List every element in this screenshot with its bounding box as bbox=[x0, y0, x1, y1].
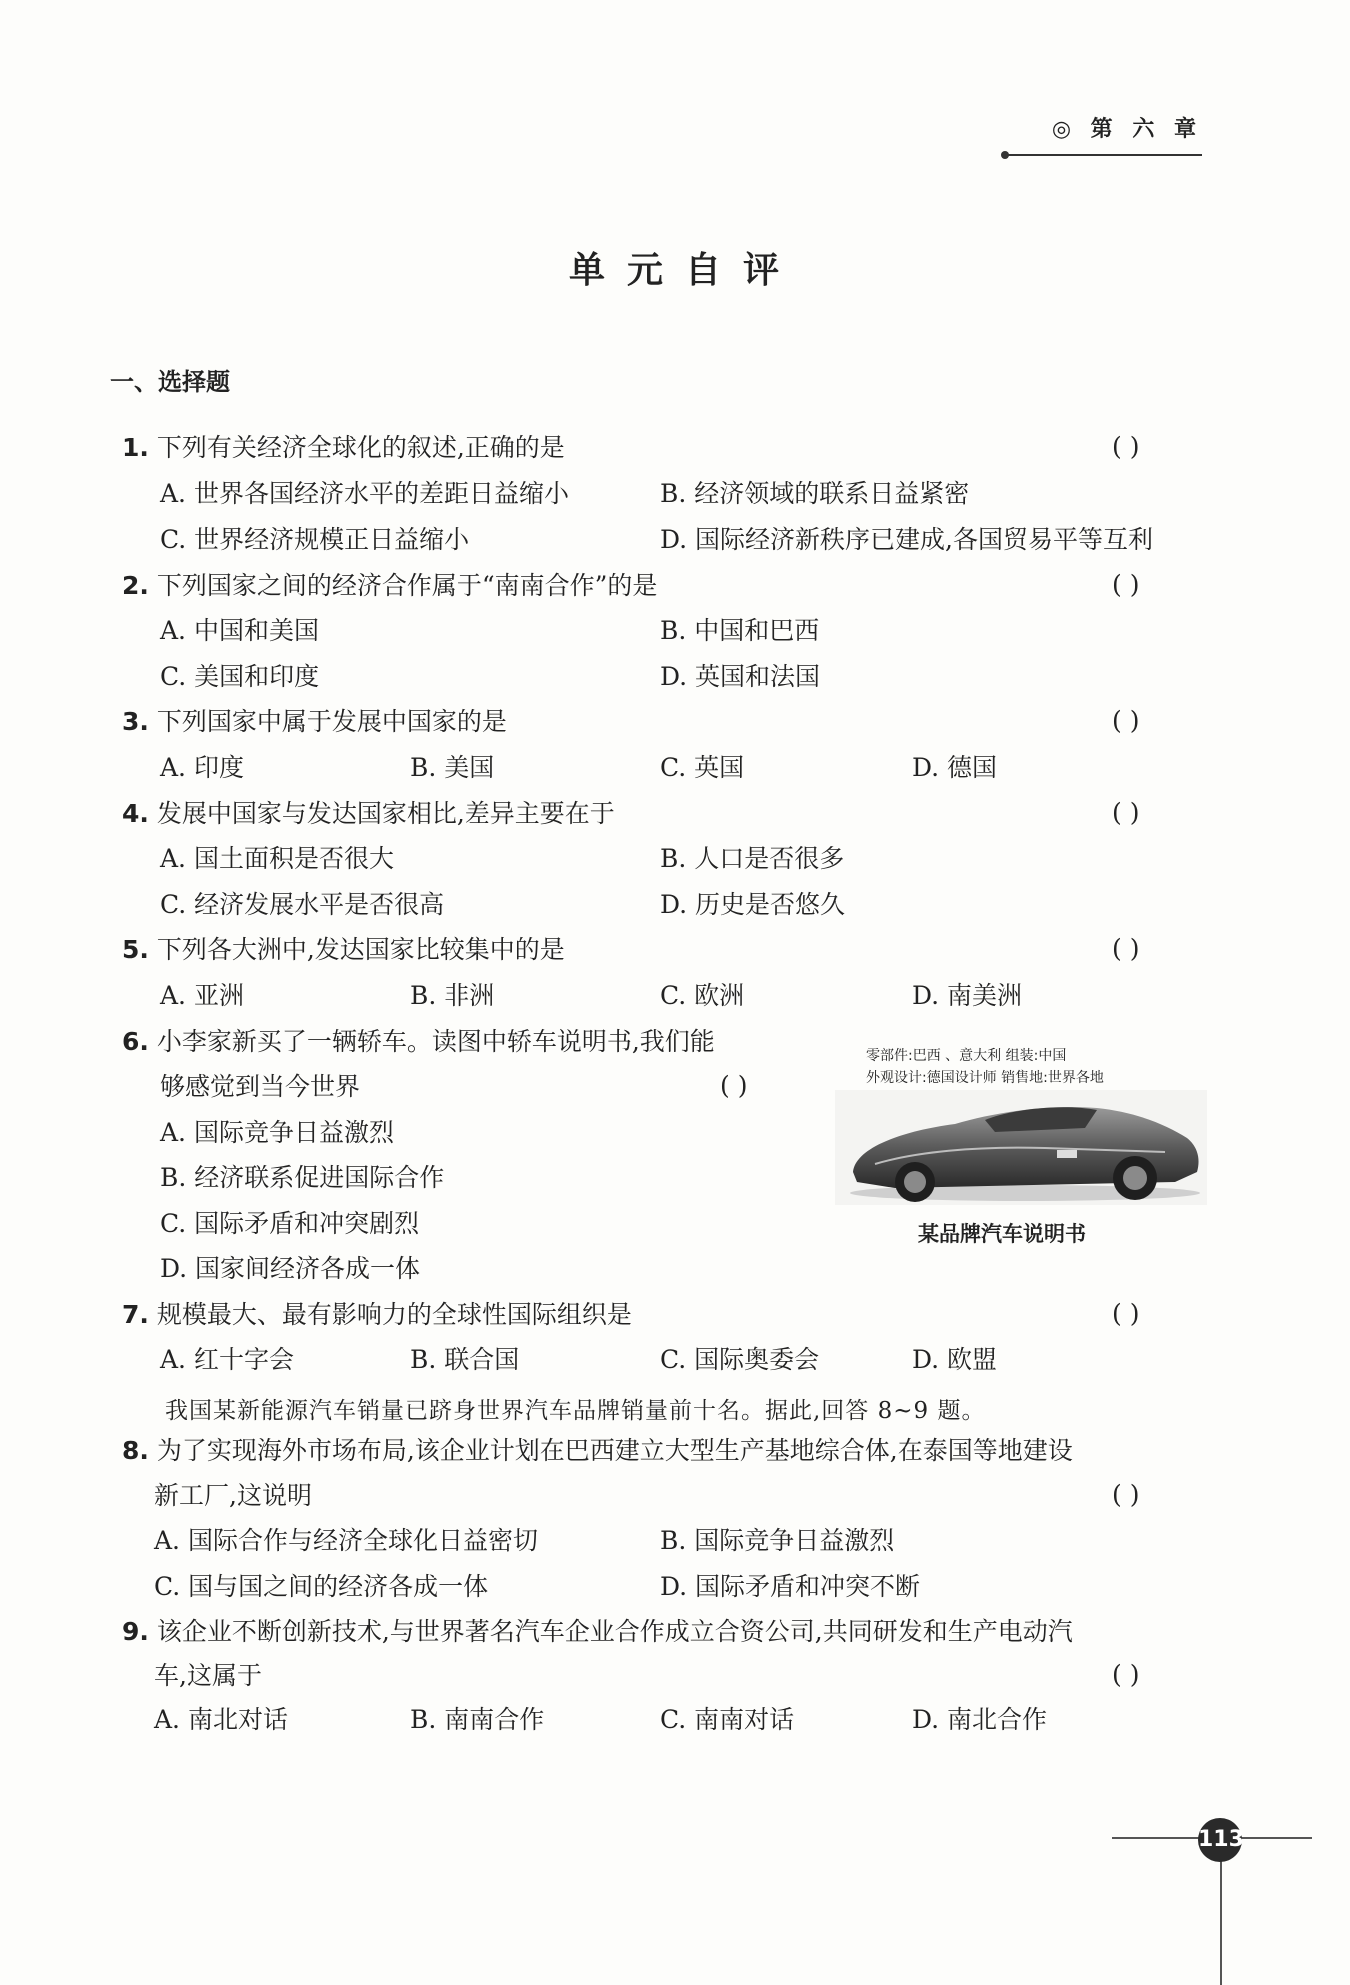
question-text: 下列各大洲中,发达国家比较集中的是 bbox=[156, 935, 565, 964]
option: D. 国家间经济各成一体 bbox=[160, 1254, 421, 1283]
option: B. 南南合作 bbox=[410, 1705, 545, 1734]
question-number: 6. bbox=[122, 1027, 149, 1056]
option: D. 南北合作 bbox=[912, 1705, 1048, 1734]
question-text: 为了实现海外市场布局,该企业计划在巴西建立大型生产基地综合体,在泰国等地建设 bbox=[156, 1436, 1073, 1465]
option: A. 亚洲 bbox=[160, 981, 244, 1010]
question-number: 4. bbox=[122, 799, 149, 828]
question-6-stem-cont: 够感觉到当今世界 bbox=[160, 1072, 361, 1101]
question-number: 1. bbox=[122, 433, 149, 462]
option: A. 世界各国经济水平的差距日益缩小 bbox=[160, 479, 569, 508]
option: A. 国际合作与经济全球化日益密切 bbox=[154, 1526, 538, 1555]
option: B. 联合国 bbox=[410, 1345, 520, 1374]
option: A. 中国和美国 bbox=[160, 616, 319, 645]
question-text: 下列国家中属于发展中国家的是 bbox=[156, 707, 507, 736]
question-5-stem bbox=[122, 934, 565, 966]
option: D. 南美洲 bbox=[912, 981, 1023, 1010]
option: A. 红十字会 bbox=[160, 1345, 294, 1374]
page-number-vrule bbox=[1220, 1852, 1222, 1985]
question-text: 下列国家之间的经济合作属于“南南合作”的是 bbox=[156, 571, 658, 600]
question-text: 该企业不断创新技术,与世界著名汽车企业合作成立合资公司,共同研发和生产电动汽 bbox=[156, 1617, 1073, 1646]
option: A. 南北对话 bbox=[154, 1705, 288, 1734]
question-text: 发展中国家与发达国家相比,差异主要在于 bbox=[156, 799, 615, 828]
chapter-header: ◎ 第 六 章 bbox=[1051, 117, 1202, 142]
chapter-rule bbox=[1005, 154, 1202, 156]
option: C. 英国 bbox=[660, 753, 745, 782]
option: B. 经济领域的联系日益紧密 bbox=[660, 479, 970, 508]
question-8-stem-cont: 新工厂,这说明 bbox=[154, 1481, 312, 1510]
section-heading: 一、选择题 bbox=[110, 368, 230, 396]
answer-paren: ( ) bbox=[1112, 432, 1140, 461]
question-9-stem-cont: 车,这属于 bbox=[154, 1661, 262, 1690]
option: B. 中国和巴西 bbox=[660, 616, 820, 645]
question-number: 8. bbox=[122, 1436, 149, 1465]
question-number: 5. bbox=[122, 935, 149, 964]
questions-8-9-intro: 我国某新能源汽车销量已跻身世界汽车品牌销量前十名。据此,回答 8~9 题。 bbox=[165, 1398, 986, 1424]
option: A. 国际竞争日益激烈 bbox=[160, 1118, 394, 1147]
option: C. 国际奥委会 bbox=[660, 1345, 820, 1374]
question-2-stem bbox=[122, 570, 657, 602]
figure-design-line: 外观设计:德国设计师 销售地:世界各地 bbox=[866, 1070, 1104, 1086]
option: C. 国与国之间的经济各成一体 bbox=[154, 1572, 489, 1601]
answer-paren: ( ) bbox=[1112, 934, 1140, 963]
option: B. 国际竞争日益激烈 bbox=[660, 1526, 895, 1555]
answer-paren: ( ) bbox=[1112, 570, 1140, 599]
option: D. 国际矛盾和冲突不断 bbox=[660, 1572, 921, 1601]
answer-paren: ( ) bbox=[1112, 706, 1140, 735]
answer-paren: ( ) bbox=[1112, 1660, 1140, 1689]
option: B. 经济联系促进国际合作 bbox=[160, 1163, 445, 1192]
question-text: 规模最大、最有影响力的全球性国际组织是 bbox=[156, 1300, 632, 1329]
figure-parts-line: 零部件:巴西 、意大利 组装:中国 bbox=[866, 1048, 1067, 1064]
option: C. 世界经济规模正日益缩小 bbox=[160, 525, 470, 554]
page-number: 113 bbox=[1198, 1818, 1242, 1862]
option: B. 人口是否很多 bbox=[660, 844, 845, 873]
question-4-stem bbox=[122, 798, 615, 830]
question-1-stem bbox=[122, 432, 565, 464]
question-8-stem bbox=[122, 1435, 1073, 1467]
question-number: 9. bbox=[122, 1617, 149, 1646]
option: A. 印度 bbox=[160, 753, 244, 782]
question-3-stem bbox=[122, 706, 507, 738]
option: D. 历史是否悠久 bbox=[660, 890, 846, 919]
option: D. 德国 bbox=[912, 753, 998, 782]
option: B. 美国 bbox=[410, 753, 495, 782]
option: B. 非洲 bbox=[410, 981, 495, 1010]
question-number: 2. bbox=[122, 571, 149, 600]
sports-car-image bbox=[835, 1090, 1207, 1205]
page-title: 单元自评 bbox=[568, 250, 801, 291]
question-number: 3. bbox=[122, 707, 149, 736]
answer-paren: ( ) bbox=[1112, 1299, 1140, 1328]
option: A. 国土面积是否很大 bbox=[160, 844, 394, 873]
question-text: 下列有关经济全球化的叙述,正确的是 bbox=[156, 433, 565, 462]
question-text: 小李家新买了一辆轿车。读图中轿车说明书,我们能 bbox=[156, 1027, 715, 1056]
option: C. 美国和印度 bbox=[160, 662, 320, 691]
figure-caption: 某品牌汽车说明书 bbox=[918, 1222, 1086, 1246]
option: C. 南南对话 bbox=[660, 1705, 795, 1734]
answer-paren: ( ) bbox=[720, 1071, 748, 1100]
option: C. 欧洲 bbox=[660, 981, 745, 1010]
option: D. 英国和法国 bbox=[660, 662, 821, 691]
question-number: 7. bbox=[122, 1300, 149, 1329]
option: D. 国际经济新秩序已建成,各国贸易平等互利 bbox=[660, 525, 1153, 554]
option: C. 经济发展水平是否很高 bbox=[160, 890, 445, 919]
question-9-stem bbox=[122, 1616, 1073, 1648]
question-6-stem bbox=[122, 1026, 715, 1058]
answer-paren: ( ) bbox=[1112, 798, 1140, 827]
option: D. 欧盟 bbox=[912, 1345, 998, 1374]
question-7-stem bbox=[122, 1299, 632, 1331]
answer-paren: ( ) bbox=[1112, 1480, 1140, 1509]
option: C. 国际矛盾和冲突剧烈 bbox=[160, 1209, 420, 1238]
